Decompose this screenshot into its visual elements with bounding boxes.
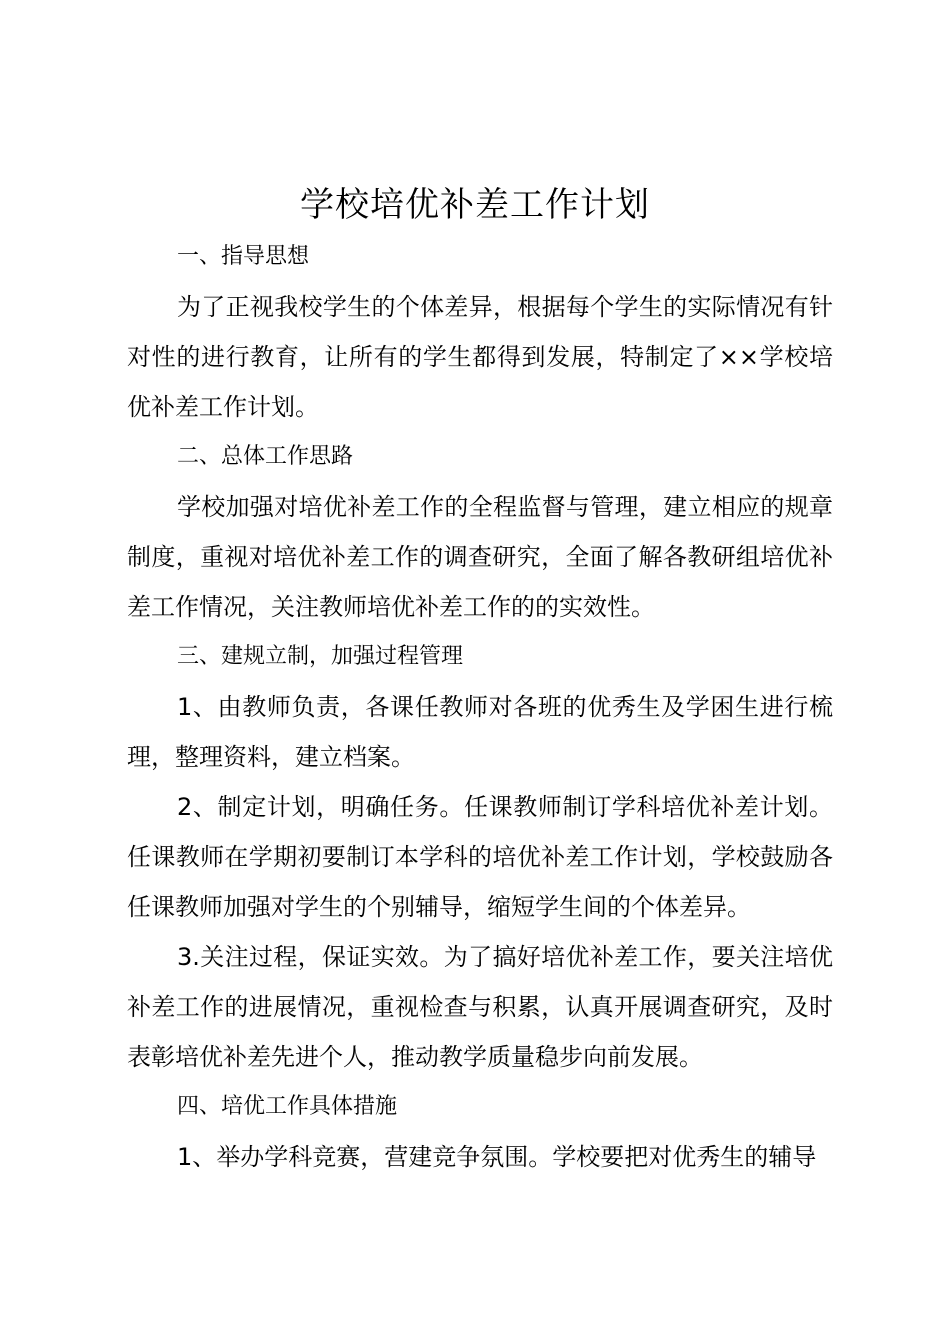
paragraph: 2、制定计划，明确任务。任课教师制订学科培优补差计划。任课教师在学期初要制订本学科的培优补差工作计划，学校鼓励各任课教师加强对学生的个别辅导，缩短学生间的个体差异。 [127,793,833,921]
document-title: 学校培优补差工作计划 [300,185,650,225]
paragraph: 3.关注过程，保证实效。为了搞好培优补差工作，要关注培优补差工作的进展情况，重视检查与积累，认真开展调查研究，及时表彰培优补差先进个人，推动教学质量稳步向前发展。 [127,943,833,1071]
paragraph: 1、举办学科竞赛，营建竞争氛围。学校要把对优秀生的辅导 [177,1143,817,1171]
section-heading: 三、建规立制，加强过程管理 [177,644,464,669]
section-heading: 一、指导思想 [177,244,310,269]
paragraph: 1、由教师负责，各课任教师对各班的优秀生及学困生进行梳理，整理资料，建立档案。 [127,693,833,771]
paragraph: 为了正视我校学生的个体差异，根据每个学生的实际情况有针对性的进行教育，让所有的学生都得到发展，特制定了××学校培优补差工作计划。 [127,293,833,421]
paragraph: 学校加强对培优补差工作的全程监督与管理，建立相应的规章制度，重视对培优补差工作的调查研究，全面了解各教研组培优补差工作情况，关注教师培优补差工作的的实效性。 [127,493,833,621]
section-heading: 二、总体工作思路 [177,444,354,469]
section-heading: 四、培优工作具体措施 [177,1094,398,1119]
document-body [127,232,833,1182]
